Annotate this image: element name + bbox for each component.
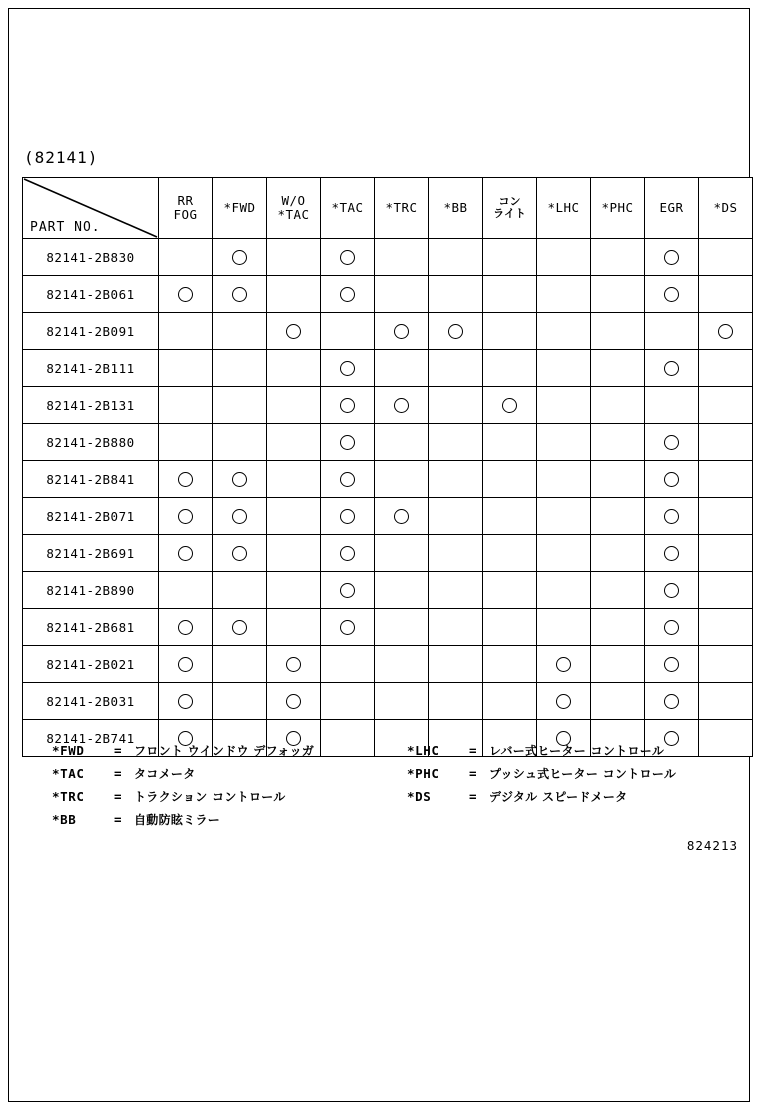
applicability-cell-fwd	[213, 350, 267, 387]
applicable-circle-icon	[178, 509, 193, 524]
applicability-cell-ds	[699, 239, 753, 276]
applicability-cell-rr_fog	[159, 313, 213, 350]
legend-description: デジタル スピードメータ	[489, 790, 628, 804]
applicable-circle-icon	[556, 694, 571, 709]
applicability-cell-phc	[591, 239, 645, 276]
part-number-cell: 82141-2B071	[23, 498, 159, 535]
applicable-circle-icon	[232, 546, 247, 561]
applicability-cell-fwd	[213, 609, 267, 646]
applicability-cell-ds	[699, 350, 753, 387]
applicability-cell-tac	[321, 461, 375, 498]
applicability-cell-phc	[591, 313, 645, 350]
applicability-cell-conlight	[483, 313, 537, 350]
applicability-cell-rr_fog	[159, 535, 213, 572]
column-header-phc	[591, 178, 645, 239]
applicability-cell-phc	[591, 461, 645, 498]
applicability-cell-egr	[645, 350, 699, 387]
parts-applicability-table	[22, 177, 740, 757]
part-number-cell: 82141-2B021	[23, 646, 159, 683]
part-number-cell: 82141-2B691	[23, 535, 159, 572]
legend-item	[52, 811, 314, 834]
applicability-cell-tac	[321, 646, 375, 683]
part-number-cell: 82141-2B061	[23, 276, 159, 313]
applicability-cell-lhc	[537, 313, 591, 350]
applicability-cell-rr_fog	[159, 498, 213, 535]
applicability-cell-egr	[645, 424, 699, 461]
column-header-wo_tac	[267, 178, 321, 239]
applicability-cell-fwd	[213, 646, 267, 683]
table-row	[23, 683, 753, 720]
legend-description: フロント ウインドウ デフォッガ	[134, 744, 315, 758]
column-header-line1: W/O	[281, 193, 306, 208]
applicability-cell-lhc	[537, 276, 591, 313]
applicability-cell-fwd	[213, 461, 267, 498]
applicability-cell-rr_fog	[159, 609, 213, 646]
table-header	[23, 178, 753, 239]
legend-equals-sign: =	[114, 766, 122, 781]
table-row	[23, 313, 753, 350]
applicability-cell-rr_fog	[159, 461, 213, 498]
applicability-cell-lhc	[537, 646, 591, 683]
applicability-cell-wo_tac	[267, 646, 321, 683]
legend-key: *TAC	[52, 766, 85, 781]
applicability-cell-ds	[699, 424, 753, 461]
applicability-cell-ds	[699, 313, 753, 350]
applicability-cell-tac	[321, 424, 375, 461]
applicability-cell-conlight	[483, 424, 537, 461]
column-header-line2: ライト	[493, 207, 526, 220]
table-row	[23, 387, 753, 424]
column-header-fwd	[213, 178, 267, 239]
applicability-cell-conlight	[483, 572, 537, 609]
applicability-cell-fwd	[213, 572, 267, 609]
column-header-lhc	[537, 178, 591, 239]
applicability-cell-trc	[375, 609, 429, 646]
applicability-cell-wo_tac	[267, 350, 321, 387]
applicability-cell-ds	[699, 683, 753, 720]
applicability-cell-conlight	[483, 387, 537, 424]
table-row	[23, 276, 753, 313]
applicability-cell-conlight	[483, 535, 537, 572]
legend-description: レバー式ヒーター コントロール	[489, 744, 665, 758]
applicability-cell-bb	[429, 313, 483, 350]
applicability-cell-bb	[429, 572, 483, 609]
applicability-cell-wo_tac	[267, 609, 321, 646]
part-number-cell: 82141-2B091	[23, 313, 159, 350]
applicability-cell-egr	[645, 572, 699, 609]
applicability-cell-wo_tac	[267, 461, 321, 498]
applicability-cell-conlight	[483, 239, 537, 276]
table-row	[23, 461, 753, 498]
applicable-circle-icon	[664, 620, 679, 635]
applicability-cell-lhc	[537, 572, 591, 609]
applicable-circle-icon	[232, 472, 247, 487]
applicability-cell-fwd	[213, 535, 267, 572]
applicability-cell-egr	[645, 609, 699, 646]
applicability-cell-bb	[429, 683, 483, 720]
applicability-cell-rr_fog	[159, 239, 213, 276]
applicability-cell-trc	[375, 350, 429, 387]
applicability-cell-ds	[699, 572, 753, 609]
applicable-circle-icon	[286, 324, 301, 339]
part-number-cell: 82141-2B031	[23, 683, 159, 720]
legend-key: *DS	[407, 789, 432, 804]
applicable-circle-icon	[340, 250, 355, 265]
applicability-cell-fwd	[213, 239, 267, 276]
applicability-cell-bb	[429, 350, 483, 387]
column-header-ds	[699, 178, 753, 239]
column-header-rr_fog	[159, 178, 213, 239]
legend-item	[52, 788, 314, 811]
applicability-cell-fwd	[213, 313, 267, 350]
applicability-cell-phc	[591, 646, 645, 683]
column-header-trc	[375, 178, 429, 239]
applicable-circle-icon	[340, 583, 355, 598]
applicability-cell-trc	[375, 683, 429, 720]
column-header-line1: EGR	[659, 200, 684, 215]
applicability-cell-trc	[375, 535, 429, 572]
applicability-cell-ds	[699, 498, 753, 535]
part-number-cell: 82141-2B741	[23, 720, 159, 757]
legend-description: プッシュ式ヒーター コントロール	[489, 767, 677, 781]
table-row	[23, 239, 753, 276]
column-header-line1: *BB	[443, 200, 468, 215]
applicable-circle-icon	[178, 657, 193, 672]
part-number-cell: 82141-2B131	[23, 387, 159, 424]
applicable-circle-icon	[340, 435, 355, 450]
applicable-circle-icon	[232, 620, 247, 635]
applicability-cell-trc	[375, 424, 429, 461]
applicability-cell-rr_fog	[159, 424, 213, 461]
applicability-cell-bb	[429, 646, 483, 683]
matrix-table	[22, 177, 753, 757]
applicable-circle-icon	[664, 287, 679, 302]
table-row	[23, 609, 753, 646]
applicable-circle-icon	[664, 657, 679, 672]
applicable-circle-icon	[664, 546, 679, 561]
applicability-cell-conlight	[483, 609, 537, 646]
applicable-circle-icon	[664, 361, 679, 376]
applicability-cell-bb	[429, 276, 483, 313]
applicability-cell-bb	[429, 424, 483, 461]
applicability-cell-egr	[645, 498, 699, 535]
applicability-cell-tac	[321, 498, 375, 535]
applicability-cell-phc	[591, 609, 645, 646]
table-row	[23, 498, 753, 535]
applicability-cell-lhc	[537, 498, 591, 535]
applicability-cell-trc	[375, 239, 429, 276]
corner-header-cell	[23, 178, 159, 239]
applicable-circle-icon	[394, 324, 409, 339]
applicability-cell-egr	[645, 276, 699, 313]
applicability-cell-conlight	[483, 646, 537, 683]
applicability-cell-phc	[591, 535, 645, 572]
legend-description: トラクション コントロール	[134, 790, 286, 804]
applicable-circle-icon	[286, 657, 301, 672]
applicability-cell-rr_fog	[159, 387, 213, 424]
applicable-circle-icon	[394, 398, 409, 413]
applicability-cell-phc	[591, 387, 645, 424]
column-header-bb	[429, 178, 483, 239]
column-header-line1: *PHC	[601, 200, 634, 215]
applicability-cell-bb	[429, 498, 483, 535]
applicability-cell-trc	[375, 276, 429, 313]
legend-equals-sign: =	[469, 766, 477, 781]
applicability-cell-lhc	[537, 424, 591, 461]
applicability-cell-fwd	[213, 683, 267, 720]
applicability-cell-conlight	[483, 461, 537, 498]
applicable-circle-icon	[664, 472, 679, 487]
applicable-circle-icon	[232, 250, 247, 265]
applicability-cell-tac	[321, 276, 375, 313]
legend-key: *LHC	[407, 743, 440, 758]
legend-equals-sign: =	[114, 743, 122, 758]
applicability-cell-ds	[699, 646, 753, 683]
applicability-cell-phc	[591, 498, 645, 535]
applicability-cell-fwd	[213, 498, 267, 535]
applicability-cell-wo_tac	[267, 535, 321, 572]
column-header-line1: *DS	[713, 200, 738, 215]
applicable-circle-icon	[340, 361, 355, 376]
applicability-cell-ds	[699, 535, 753, 572]
legend-key: *PHC	[407, 766, 440, 781]
applicability-cell-lhc	[537, 461, 591, 498]
table-row	[23, 535, 753, 572]
applicability-cell-lhc	[537, 350, 591, 387]
applicability-cell-phc	[591, 572, 645, 609]
applicability-cell-fwd	[213, 387, 267, 424]
applicable-circle-icon	[178, 546, 193, 561]
applicable-circle-icon	[448, 324, 463, 339]
applicable-circle-icon	[340, 472, 355, 487]
applicability-cell-bb	[429, 239, 483, 276]
applicability-cell-egr	[645, 239, 699, 276]
footer-drawing-code: 824213	[686, 838, 738, 853]
applicability-cell-bb	[429, 535, 483, 572]
applicability-cell-tac	[321, 535, 375, 572]
applicable-circle-icon	[340, 620, 355, 635]
legend-item	[52, 765, 314, 788]
applicability-cell-wo_tac	[267, 572, 321, 609]
applicability-cell-ds	[699, 461, 753, 498]
part-number-cell: 82141-2B890	[23, 572, 159, 609]
applicability-cell-wo_tac	[267, 313, 321, 350]
column-header-conlight	[483, 178, 537, 239]
applicability-cell-phc	[591, 350, 645, 387]
applicability-cell-tac	[321, 239, 375, 276]
applicability-cell-conlight	[483, 276, 537, 313]
applicability-cell-egr	[645, 461, 699, 498]
applicable-circle-icon	[178, 620, 193, 635]
column-header-egr	[645, 178, 699, 239]
column-header-line2: *TAC	[277, 207, 310, 222]
applicable-circle-icon	[178, 694, 193, 709]
legend-key: *FWD	[52, 743, 85, 758]
applicability-cell-trc	[375, 387, 429, 424]
part-number-cell: 82141-2B841	[23, 461, 159, 498]
applicability-cell-tac	[321, 387, 375, 424]
applicability-cell-bb	[429, 609, 483, 646]
legend-item	[407, 765, 676, 788]
applicability-cell-ds	[699, 720, 753, 757]
applicability-cell-egr	[645, 313, 699, 350]
applicability-cell-bb	[429, 461, 483, 498]
legend-column-left	[52, 742, 314, 834]
applicability-cell-tac	[321, 350, 375, 387]
part-number-cell: 82141-2B111	[23, 350, 159, 387]
applicability-cell-lhc	[537, 387, 591, 424]
applicable-circle-icon	[664, 435, 679, 450]
legend-item	[407, 788, 676, 811]
table-row	[23, 424, 753, 461]
table-row	[23, 572, 753, 609]
column-header-line1: *FWD	[223, 200, 256, 215]
part-no-header-label: PART NO.	[30, 220, 101, 235]
applicability-cell-wo_tac	[267, 498, 321, 535]
applicability-cell-tac	[321, 683, 375, 720]
applicability-cell-ds	[699, 609, 753, 646]
applicable-circle-icon	[394, 509, 409, 524]
applicability-cell-egr	[645, 387, 699, 424]
applicability-cell-bb	[429, 387, 483, 424]
applicable-circle-icon	[502, 398, 517, 413]
legend-key: *TRC	[52, 789, 85, 804]
legend-item	[52, 742, 314, 765]
applicability-cell-lhc	[537, 535, 591, 572]
column-header-line1: RR	[177, 193, 194, 208]
applicability-cell-trc	[375, 313, 429, 350]
applicability-cell-trc	[375, 461, 429, 498]
column-header-line1: *TAC	[331, 200, 364, 215]
column-header-line1: コン	[498, 194, 521, 208]
group-code: (82141)	[24, 148, 99, 167]
applicability-cell-ds	[699, 387, 753, 424]
applicability-cell-wo_tac	[267, 387, 321, 424]
header-row	[23, 178, 753, 239]
legend-equals-sign: =	[114, 789, 122, 804]
legend-column-right	[407, 742, 676, 811]
applicable-circle-icon	[340, 509, 355, 524]
applicability-cell-tac	[321, 313, 375, 350]
applicable-circle-icon	[232, 287, 247, 302]
applicability-cell-fwd	[213, 424, 267, 461]
applicability-cell-tac	[321, 720, 375, 757]
applicability-cell-rr_fog	[159, 572, 213, 609]
applicability-cell-conlight	[483, 498, 537, 535]
applicability-cell-tac	[321, 609, 375, 646]
column-header-line2: FOG	[173, 207, 198, 222]
applicability-cell-trc	[375, 572, 429, 609]
applicable-circle-icon	[340, 287, 355, 302]
applicable-circle-icon	[664, 250, 679, 265]
column-header-line1: *TRC	[385, 200, 418, 215]
applicability-cell-fwd	[213, 276, 267, 313]
applicability-cell-trc	[375, 498, 429, 535]
applicability-cell-tac	[321, 572, 375, 609]
legend-equals-sign: =	[469, 789, 477, 804]
legend-description: 自動防眩ミラー	[134, 813, 221, 827]
applicability-cell-lhc	[537, 239, 591, 276]
applicability-cell-phc	[591, 276, 645, 313]
applicability-cell-egr	[645, 683, 699, 720]
applicability-cell-lhc	[537, 609, 591, 646]
applicable-circle-icon	[664, 583, 679, 598]
applicable-circle-icon	[178, 287, 193, 302]
applicable-circle-icon	[340, 546, 355, 561]
applicability-cell-wo_tac	[267, 239, 321, 276]
applicability-cell-wo_tac	[267, 683, 321, 720]
applicability-cell-conlight	[483, 683, 537, 720]
applicability-cell-wo_tac	[267, 424, 321, 461]
applicability-cell-ds	[699, 276, 753, 313]
applicable-circle-icon	[232, 509, 247, 524]
part-number-cell: 82141-2B681	[23, 609, 159, 646]
column-header-line1: *LHC	[547, 200, 580, 215]
applicable-circle-icon	[286, 694, 301, 709]
table-body	[23, 239, 753, 757]
applicable-circle-icon	[340, 398, 355, 413]
table-row	[23, 350, 753, 387]
applicability-cell-rr_fog	[159, 683, 213, 720]
applicability-cell-egr	[645, 646, 699, 683]
legend-equals-sign: =	[114, 812, 122, 827]
legend-item	[407, 742, 676, 765]
applicable-circle-icon	[556, 657, 571, 672]
applicability-cell-rr_fog	[159, 646, 213, 683]
legend-key: *BB	[52, 812, 77, 827]
applicability-cell-phc	[591, 424, 645, 461]
legend-equals-sign: =	[469, 743, 477, 758]
applicability-cell-egr	[645, 535, 699, 572]
applicability-cell-lhc	[537, 683, 591, 720]
applicability-cell-wo_tac	[267, 276, 321, 313]
applicability-cell-rr_fog	[159, 276, 213, 313]
part-number-cell: 82141-2B880	[23, 424, 159, 461]
applicability-cell-rr_fog	[159, 350, 213, 387]
applicable-circle-icon	[664, 694, 679, 709]
legend-description: タコメータ	[134, 767, 196, 781]
applicable-circle-icon	[718, 324, 733, 339]
applicable-circle-icon	[178, 472, 193, 487]
column-header-tac	[321, 178, 375, 239]
applicability-cell-trc	[375, 646, 429, 683]
applicability-cell-conlight	[483, 350, 537, 387]
table-row	[23, 646, 753, 683]
applicability-cell-phc	[591, 683, 645, 720]
applicable-circle-icon	[664, 509, 679, 524]
part-number-cell: 82141-2B830	[23, 239, 159, 276]
